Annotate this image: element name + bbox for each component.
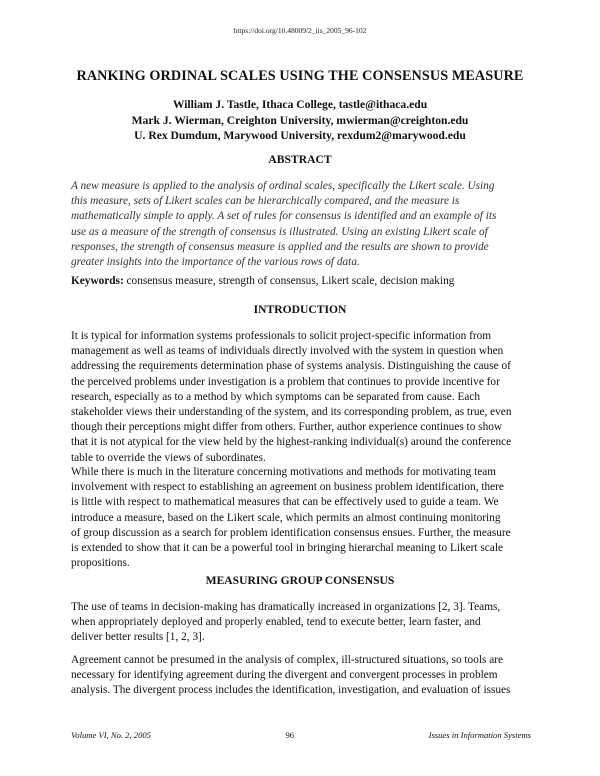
text-line: research, especially as to a method by which symptoms can be separated from cause. Each xyxy=(71,390,481,403)
intro-paragraph-1 xyxy=(71,329,533,466)
text-line: necessary for identifying agreement during the divergent and convergent processes in problem xyxy=(71,669,498,682)
text-line: introduce a measure, based on the Likert scale, which permits an almost continuing monitoring xyxy=(71,511,501,524)
text-line: this measure, sets of Likert scales can be hierarchically compared, and the measure is xyxy=(71,195,460,208)
text-line: The use of teams in decision-making has dramatically increased in organizations [2, 3]. Teams, xyxy=(71,601,501,613)
author-line: William J. Tastle, Ithaca College, tastle@ithaca.edu xyxy=(172,98,428,111)
measuring-heading: MEASURING GROUP CONSENSUS xyxy=(205,574,395,587)
text-line: addressing the requirements determination phase of systems analysis. Distinguishing the cause of xyxy=(71,360,511,373)
text-line: stakeholder views their understanding of the system, and its corresponding problem, as true, even xyxy=(71,406,512,419)
text-line: the perceived problems under investigation is a problem that continues to provide incentive for xyxy=(71,375,500,388)
text-line: is little with respect to mathematical measures that can be effectively used to guide a team. We xyxy=(71,496,499,509)
author-line: U. Rex Dumdum, Marywood University, rexdum2@marywood.edu xyxy=(134,129,466,142)
footer-volume: Volume VI, No. 2, 2005 xyxy=(71,730,151,740)
footer-journal: Issues in Information Systems xyxy=(428,730,531,740)
page-footer xyxy=(71,730,531,740)
intro-paragraph-2 xyxy=(71,465,533,571)
text-line: involvement with respect to establishing an agreement on business problem identification, there xyxy=(71,481,504,494)
page-number: 96 xyxy=(285,730,295,740)
text-line: deliver better results [1, 2, 3]. xyxy=(71,631,205,644)
text-line: greater insights into the importance of the various rows of data. xyxy=(71,256,360,269)
author-list xyxy=(0,97,600,144)
keywords xyxy=(71,274,533,289)
paper-title: RANKING ORDINAL SCALES USING THE CONSENSUS MEASURE xyxy=(76,68,524,84)
text-line: analysis. The divergent process includes the identification, investigation, and evaluation of issues xyxy=(71,684,511,697)
introduction-heading: INTRODUCTION xyxy=(253,303,347,316)
text-line: though their perceptions might differ from others. Further, author experience continues to show xyxy=(71,421,503,434)
text-line: It is typical for information systems professionals to solicit project-specific information from xyxy=(71,330,492,342)
abstract-heading: ABSTRACT xyxy=(268,153,332,166)
text-line: A new measure is applied to the analysis of ordinal scales, specifically the Likert scale. Using xyxy=(71,180,495,192)
text-line: While there is much in the literature concerning motivations and methods for motivating team xyxy=(71,466,497,478)
text-line: responses, the strength of consensus measure is applied and the results are shown to provide xyxy=(71,240,489,253)
text-line: management as well as teams of individuals directly involved with the system in question when xyxy=(71,345,504,358)
abstract-body xyxy=(71,179,533,270)
text-line: table to override the views of subordinates. xyxy=(71,451,266,464)
keywords-text: consensus measure, strength of consensus, Likert scale, decision making xyxy=(123,275,455,287)
keywords-line xyxy=(71,274,533,289)
text-line: Agreement cannot be presumed in the analysis of complex, ill-structured situations, so tools are xyxy=(71,654,503,666)
measuring-paragraph-2 xyxy=(71,653,533,699)
text-line: of group discussion as a search for problem identification consensus ensues. Further, the measure xyxy=(71,526,511,539)
text-line: use as a measure of the strength of consensus is illustrated. Using an existing Likert scale of xyxy=(71,225,488,238)
author-line: Mark J. Wierman, Creighton University, mwierman@creighton.edu xyxy=(131,113,469,127)
text-line: is extended to show that it can be a powerful tool in bringing hierarchal meaning to Likert scale xyxy=(71,542,503,555)
text-line: when appropriately deployed and properly enabled, tend to execute better, learn faster, and xyxy=(71,616,481,629)
text-line: mathematically simple to apply. A set of rules for consensus is identified and an example of its xyxy=(71,210,497,223)
measuring-paragraph-1 xyxy=(71,600,533,646)
text-line: propositions. xyxy=(71,557,130,570)
keywords-label: Keywords: xyxy=(71,275,124,287)
text-line: that it is not atypical for the view held by the highest-ranking individual(s) around the conference xyxy=(71,436,512,449)
doi-link[interactable]: https://doi.org/10.48009/2_iis_2005_96-102 xyxy=(233,26,367,35)
